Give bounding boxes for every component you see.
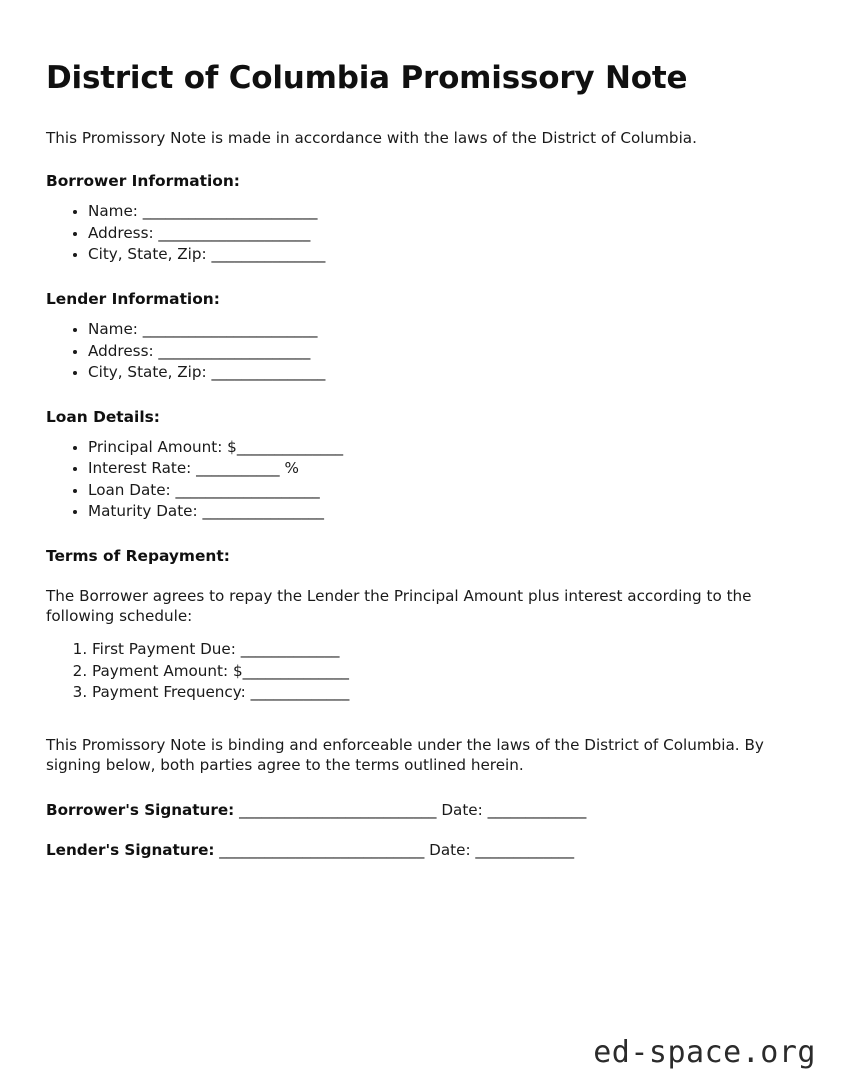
list-item[interactable]: 3. Payment Frequency: _____________: [92, 682, 798, 704]
list-item[interactable]: 1. First Payment Due: _____________: [92, 639, 798, 661]
list-item[interactable]: 2. Payment Amount: $______________: [92, 661, 798, 683]
lender-signature-line[interactable]: ___________________________: [214, 841, 430, 860]
intro-paragraph: This Promissory Note is made in accordance with the laws of the District of Columbia.: [46, 129, 697, 148]
list-item[interactable]: • Name: _______________________: [88, 319, 798, 341]
loan-details-heading: Loan Details:: [46, 407, 160, 426]
closing-paragraph: This Promissory Note is binding and enforceable under the laws of the District of Columbia. By signing below, both parties agree to the terms outlined herein.: [46, 735, 764, 774]
list-item[interactable]: • City, State, Zip: _______________: [88, 244, 798, 266]
site-watermark: ed-space.org: [593, 1035, 816, 1070]
list-item[interactable]: • Loan Date: ___________________: [88, 480, 798, 502]
lender-date-label: Date:: [429, 841, 471, 860]
repayment-intro-paragraph: The Borrower agrees to repay the Lender the Principal Amount plus interest according to the following schedule:: [46, 587, 752, 626]
borrower-information-list: [46, 201, 798, 266]
page-title: District of Columbia Promissory Note: [46, 60, 688, 96]
list-item[interactable]: • Principal Amount: $______________: [88, 437, 798, 459]
list-item[interactable]: • Interest Rate: ___________ %: [88, 458, 798, 480]
loan-details-list: [46, 437, 798, 523]
lender-date-line[interactable]: _____________: [470, 841, 575, 860]
lender-information-list: [46, 319, 798, 384]
borrower-signature-row: [46, 801, 798, 819]
borrower-signature-label: Borrower's Signature:: [46, 801, 235, 820]
repayment-schedule-list: [46, 639, 798, 704]
borrower-signature-line[interactable]: __________________________: [234, 801, 442, 820]
list-item[interactable]: • Maturity Date: ________________: [88, 501, 798, 523]
list-item[interactable]: • Address: ____________________: [88, 341, 798, 363]
lender-signature-label: Lender's Signature:: [46, 841, 215, 860]
borrower-information-heading: Borrower Information:: [46, 172, 240, 191]
list-item[interactable]: • Address: ____________________: [88, 223, 798, 245]
list-item[interactable]: • City, State, Zip: _______________: [88, 362, 798, 384]
borrower-date-line[interactable]: _____________: [482, 801, 587, 820]
lender-information-heading: Lender Information:: [46, 289, 220, 308]
terms-of-repayment-heading: Terms of Repayment:: [46, 547, 230, 566]
list-item[interactable]: • Name: _______________________: [88, 201, 798, 223]
borrower-date-label: Date:: [441, 801, 483, 820]
lender-signature-row: [46, 841, 798, 859]
